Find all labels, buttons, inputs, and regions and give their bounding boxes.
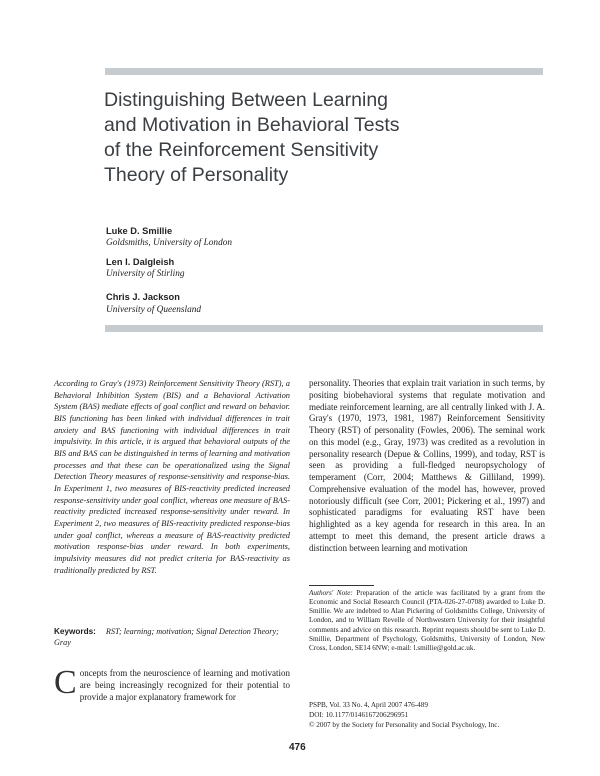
author-affiliation: University of Queensland	[106, 305, 202, 315]
article-title	[104, 88, 524, 188]
intro-paragraph	[54, 664, 290, 704]
author-affiliation: Goldsmiths, University of London	[106, 238, 233, 248]
authors-note-label: Authors' Note:	[309, 589, 353, 597]
abstract: According to Gray's (1973) Reinforcement Sensitivity Theory (RST), a Behavioral Inhibition System (BIS) and a Behavioral Activation System (BAS) mediate effects of goal conflict and reward on behavior. BIS functioning has been linked with individual differences in trait anxiety and BAS functioning with individual differences in trait impulsivity. In this article, it is argued that behavioral outputs of the BIS and BAS can be distinguished in terms of learning and motivation processes and that these can be operationalized using the Signal Detection Theory measures of response-sensitivity and response-bias. In Experiment 1, two measures of BIS-reactivity predicted increased response-sensitivity under goal conflict, whereas one measure of BAS-reactivity predicted increased response-sensitivity under reward. In Experiment 2, two measures of BIS-reactivity predicted response-bias under goal conflict, whereas a measure of BAS-reactivity predicted motivation response-bias under reward. In both experiments, impulsivity measures did not predict criteria for BAS-reactivity as traditionally predicted by RST.	[54, 379, 290, 575]
doi: DOI: 10.1177/0146167206296951	[309, 710, 409, 719]
author-affiliation: University of Stirling	[106, 269, 185, 279]
author-name: Len I. Dalgleish	[106, 257, 175, 267]
intro-text: oncepts from the neuroscience of learning and motivation are being increasingly recognized for their potential to provide a major explanatory framework for	[79, 668, 290, 702]
publication-info	[309, 701, 549, 730]
keywords	[54, 626, 290, 648]
authors-note	[309, 589, 545, 653]
header-rule	[105, 68, 543, 75]
footnote-rule	[309, 585, 374, 586]
keywords-terms: RST; learning; motivation; Signal Detection Theory; Gray	[54, 627, 279, 647]
body-text-right-column: personality. Theories that explain trait variation in such terms, by positing biobehavioral systems that regulate motivation and mediate reinforcement learning, are all centrally linked with J. A. Gray's (1970, 1973, 1981, 1987) Reinforcement Sensitivity Theory (RST) of personality (Fowles, 2006). The seminal work on this model (e.g., Gray, 1973) was credited as a revolution in personality research (Depue & Collins, 1999), and today, RST is seen as providing a full-fledged neuropsychology of temperament (Corr, 2004; Matthews & Gilliland, 1999). Comprehensive evaluation of the model has, however, proved notoriously difficult (see Corr, 2001; Pickering et al., 1997) and sophisticated paradigms for evaluating RST have been highlighted as a key agenda for research in this area. In an attempt to meet this demand, the present article draws a distinction between learning and motivation	[309, 378, 545, 553]
page-number: 476	[289, 742, 306, 753]
journal-citation: PSPB, Vol. 33 No. 4, April 2007 476-489	[309, 701, 428, 709]
copyright: © 2007 by the Society for Personality and Social Psychology, Inc.	[309, 720, 500, 729]
title-line: of the Reinforcement Sensitivity	[104, 139, 379, 161]
authors-note-text: Preparation of the article was facilitated by a grant from the Economic and Social Research Council (PTA-026-27-0708) awarded to Luke D. Smillie. We are indebted to Alan Pickering of Goldsmiths College, University of London, and to William Revelle of Northwestern University for their insightful comments and advice on this research. Reprint requests should be sent to Luke D. Smillie, Department of Psychology, Goldsmiths, University of London, New Cross, London, SE14 6NW; e-mail: l.smillie@gold.ac.uk.	[309, 589, 545, 652]
keywords-label: Keywords:	[54, 627, 96, 636]
title-line: Theory of Personality	[104, 164, 289, 186]
title-line: and Motivation in Behavioral Tests	[104, 114, 400, 136]
title-line: Distinguishing Between Learning	[104, 89, 389, 111]
author-name: Luke D. Smillie	[106, 226, 173, 236]
drop-cap: C	[54, 664, 77, 701]
author-name: Chris J. Jackson	[106, 292, 180, 302]
section-rule	[105, 325, 543, 332]
